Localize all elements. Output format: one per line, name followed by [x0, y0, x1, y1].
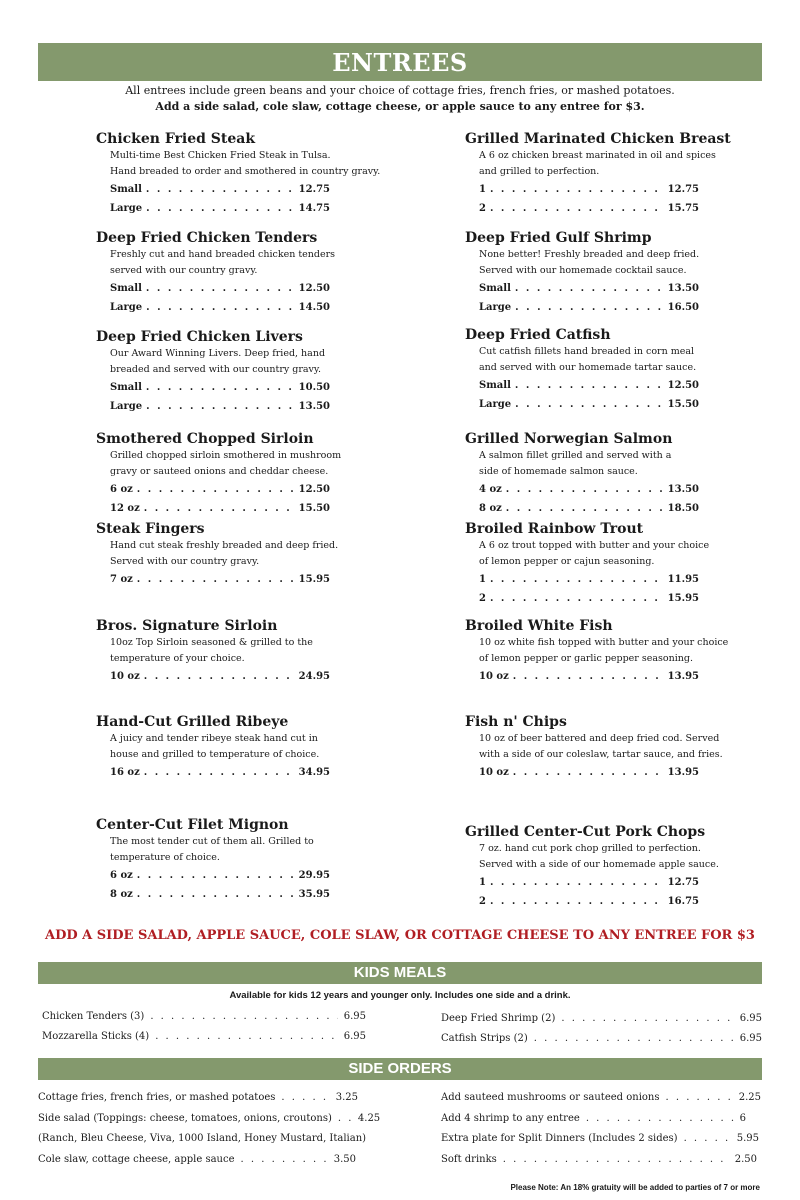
- side-item-name: Side salad (Toppings: cheese, tomatoes, onions, croutons): [38, 1113, 332, 1124]
- dot-leader: [490, 589, 664, 608]
- entree-description: Our Award Winning Livers. Deep fried, hand: [110, 348, 326, 359]
- entree-item: [96, 130, 380, 218]
- side-item: [441, 1092, 761, 1103]
- entree-item: [96, 816, 330, 904]
- dot-leader: [490, 570, 664, 589]
- entree-size: 12 oz: [110, 503, 140, 514]
- entree-size: 1: [479, 574, 486, 585]
- entree-item: [465, 130, 731, 218]
- kids-meals-banner: KIDS MEALS: [38, 962, 762, 984]
- entree-description: temperature of your choice.: [110, 653, 245, 664]
- entree-size: Small: [479, 283, 511, 294]
- entree-price: 14.50: [298, 302, 330, 313]
- entree-price-row: [110, 763, 330, 782]
- dot-leader: [506, 480, 664, 499]
- entrees-banner: ENTREES: [38, 43, 762, 81]
- dot-leader: [513, 763, 664, 782]
- entree-item: [465, 326, 699, 414]
- entree-size: 2: [479, 203, 486, 214]
- entree-price: 14.75: [298, 203, 330, 214]
- entree-size: Large: [110, 203, 143, 214]
- entree-price-row: [110, 866, 330, 885]
- entree-name: Deep Fried Chicken Tenders: [96, 230, 318, 246]
- entree-item: [465, 617, 728, 686]
- entree-price: 12.75: [667, 184, 699, 195]
- entree-price-row: [479, 298, 699, 317]
- entree-size: 7 oz: [110, 574, 133, 585]
- side-item: [38, 1113, 381, 1124]
- kids-item-price: 6.95: [739, 1013, 762, 1024]
- entree-item: [96, 430, 341, 518]
- dot-leader: [146, 279, 295, 298]
- kids-item: [42, 1031, 366, 1042]
- entree-price: 13.50: [298, 401, 330, 412]
- kids-item: [42, 1011, 366, 1022]
- entree-price: 12.75: [298, 184, 330, 195]
- entree-description: house and grilled to temperature of choice.: [110, 749, 320, 760]
- entree-price: 29.95: [298, 870, 330, 881]
- entree-size: 8 oz: [110, 889, 133, 900]
- entree-description: A juicy and tender ribeye steak hand cut in: [110, 733, 318, 744]
- gratuity-note: Please Note: An 18% gratuity will be added to parties of 7 or more: [510, 1183, 760, 1192]
- kids-item: [441, 1013, 762, 1024]
- dot-leader: [146, 298, 295, 317]
- entree-name: Bros. Signature Sirloin: [96, 618, 278, 634]
- entree-price: 13.50: [667, 484, 699, 495]
- side-item-name: Soft drinks: [441, 1154, 497, 1165]
- entree-price: 15.95: [667, 593, 699, 604]
- dot-leader: [137, 885, 295, 904]
- entree-name: Grilled Marinated Chicken Breast: [465, 131, 731, 147]
- side-item: [38, 1133, 367, 1144]
- kids-item-name: Deep Fried Shrimp (2): [441, 1013, 556, 1024]
- entree-price: 18.50: [667, 503, 699, 514]
- entree-description: temperature of choice.: [110, 852, 220, 863]
- entree-description: side of homemade salmon sauce.: [479, 466, 638, 477]
- entree-description: A 6 oz trout topped with butter and your choice: [479, 540, 710, 551]
- entree-description: Served with our country gravy.: [110, 556, 260, 567]
- entree-description: The most tender cut of them all. Grilled to: [110, 836, 314, 847]
- entree-description: Hand cut steak freshly breaded and deep fried.: [110, 540, 339, 551]
- entree-name: Deep Fried Catfish: [465, 327, 611, 343]
- entree-price-row: [479, 589, 699, 608]
- side-item: [38, 1092, 358, 1103]
- entree-description: breaded and served with our country gravy.: [110, 364, 322, 375]
- entree-description: served with our country gravy.: [110, 265, 258, 276]
- entree-size: 6 oz: [110, 870, 133, 881]
- entree-description: and served with our homemade tartar sauce.: [479, 362, 697, 373]
- entree-price-row: [110, 499, 330, 518]
- side-item-price: 3.50: [333, 1154, 356, 1165]
- dot-leader: [144, 763, 295, 782]
- entree-size: 10 oz: [110, 671, 140, 682]
- entree-size: Large: [479, 399, 512, 410]
- side-item-price: 5.95: [736, 1133, 759, 1144]
- entree-price: 15.50: [298, 503, 330, 514]
- entree-item: [465, 823, 719, 911]
- entree-size: 6 oz: [110, 484, 133, 495]
- entree-price: 15.95: [298, 574, 330, 585]
- entree-name: Broiled Rainbow Trout: [465, 521, 644, 537]
- dot-leader: [515, 395, 664, 414]
- entree-size: 8 oz: [479, 503, 502, 514]
- entree-price: 12.75: [667, 877, 699, 888]
- entree-size: Large: [479, 302, 512, 313]
- entree-size: Small: [110, 184, 142, 195]
- entree-price: 11.95: [667, 574, 699, 585]
- side-item-price: 2.25: [738, 1092, 761, 1103]
- kids-item: [441, 1033, 762, 1044]
- entree-price: 12.50: [298, 283, 330, 294]
- entree-description: Freshly cut and hand breaded chicken tenders: [110, 249, 336, 260]
- entree-description: Served with a side of our homemade apple sauce.: [479, 859, 719, 870]
- side-item: [441, 1113, 746, 1124]
- entree-price: 16.75: [667, 896, 699, 907]
- dot-leader: [146, 180, 295, 199]
- entree-size: 1: [479, 184, 486, 195]
- kids-item-price: 6.95: [739, 1033, 762, 1044]
- dot-leader: [146, 378, 295, 397]
- entree-item: [96, 328, 330, 416]
- entree-name: Deep Fried Chicken Livers: [96, 329, 303, 345]
- entree-price-row: [110, 667, 330, 686]
- dot-leader: [490, 199, 664, 218]
- entree-price: 13.50: [667, 283, 699, 294]
- entree-item: [465, 229, 699, 317]
- entree-size: 10 oz: [479, 767, 509, 778]
- entree-price-row: [479, 376, 699, 395]
- entree-price-row: [479, 763, 699, 782]
- entree-size: 16 oz: [110, 767, 140, 778]
- entree-item: [96, 617, 330, 686]
- side-item: [38, 1154, 356, 1165]
- entree-name: Hand-Cut Grilled Ribeye: [96, 714, 289, 730]
- dot-leader: [144, 499, 295, 518]
- entree-size: 4 oz: [479, 484, 502, 495]
- entree-price-row: [479, 499, 699, 518]
- entree-price-row: [110, 180, 330, 199]
- entrees-intro-bold: Add a side salad, cole slaw, cottage cheese, or apple sauce to any entree for $3.: [155, 100, 645, 113]
- entree-description: Served with our homemade cocktail sauce.: [479, 265, 687, 276]
- entree-description: A 6 oz chicken breast marinated in oil and spices: [479, 150, 716, 161]
- dot-leader: [515, 376, 664, 395]
- entree-price-row: [110, 298, 330, 317]
- kids-item-name: Chicken Tenders (3): [42, 1011, 145, 1022]
- dot-leader: [137, 480, 295, 499]
- entree-name: Chicken Fried Steak: [96, 131, 256, 147]
- entree-item: [96, 713, 330, 782]
- entree-description: gravy or sauteed onions and cheddar cheese.: [110, 466, 329, 477]
- entree-item: [465, 520, 709, 608]
- entree-name: Fish n' Chips: [465, 714, 567, 730]
- entree-size: Small: [479, 380, 511, 391]
- entree-price-row: [110, 570, 330, 589]
- dot-leader: [490, 180, 664, 199]
- side-item: [441, 1154, 757, 1165]
- entree-size: 1: [479, 877, 486, 888]
- dot-leader: [146, 397, 295, 416]
- side-item-name: Add sauteed mushrooms or sauteed onions: [441, 1092, 660, 1103]
- entree-price-row: [479, 395, 699, 414]
- entree-size: Small: [110, 382, 142, 393]
- entree-item: [96, 229, 335, 317]
- entree-price-row: [110, 199, 330, 218]
- dot-leader: [506, 499, 664, 518]
- entree-price-row: [110, 397, 330, 416]
- entree-price-row: [479, 199, 699, 218]
- entree-name: Grilled Center-Cut Pork Chops: [465, 824, 706, 840]
- entree-item: [465, 713, 723, 782]
- entree-description: of lemon pepper or cajun seasoning.: [479, 556, 655, 567]
- entree-name: Deep Fried Gulf Shrimp: [465, 230, 652, 246]
- dot-leader: [515, 298, 664, 317]
- entree-price: 15.75: [667, 203, 699, 214]
- entree-price-row: [110, 480, 330, 499]
- entree-description: 10oz Top Sirloin seasoned & grilled to the: [110, 637, 313, 648]
- dot-leader: [515, 279, 664, 298]
- dot-leader: [137, 866, 295, 885]
- entree-price: 35.95: [298, 889, 330, 900]
- entree-description: Cut catfish fillets hand breaded in corn meal: [479, 346, 695, 357]
- entree-description: and grilled to perfection.: [479, 166, 600, 177]
- entree-price: 13.95: [667, 767, 699, 778]
- kids-meals-note: Available for kids 12 years and younger only. Includes one side and a drink.: [229, 990, 571, 1001]
- entree-name: Smothered Chopped Sirloin: [96, 431, 314, 447]
- kids-item-name: Mozzarella Sticks (4): [42, 1031, 150, 1042]
- entree-price-row: [479, 892, 699, 911]
- entree-name: Broiled White Fish: [465, 618, 613, 634]
- entree-price: 16.50: [667, 302, 699, 313]
- dot-leader: [513, 667, 664, 686]
- entree-name: Steak Fingers: [96, 521, 205, 537]
- kids-item-name: Catfish Strips (2): [441, 1033, 528, 1044]
- entree-price-row: [110, 885, 330, 904]
- dot-leader: [490, 873, 664, 892]
- entree-size: Large: [110, 401, 143, 412]
- side-item-name: Cottage fries, french fries, or mashed potatoes: [38, 1092, 276, 1103]
- side-promo: ADD A SIDE SALAD, APPLE SAUCE, COLE SLAW, OR COTTAGE CHEESE TO ANY ENTREE FOR $3: [45, 928, 755, 943]
- entree-description: 10 oz white fish topped with butter and your choice: [479, 637, 729, 648]
- entree-item: [96, 520, 338, 589]
- kids-item-price: 6.95: [343, 1031, 366, 1042]
- entree-price-row: [479, 570, 699, 589]
- side-item-price: 6: [739, 1113, 746, 1124]
- entree-price-row: [479, 667, 699, 686]
- entree-price-row: [479, 873, 699, 892]
- entree-size: 10 oz: [479, 671, 509, 682]
- entree-description: of lemon pepper or garlic pepper seasoning.: [479, 653, 693, 664]
- entree-description: with a side of our coleslaw, tartar sauce, and fries.: [479, 749, 723, 760]
- entree-size: Small: [110, 283, 142, 294]
- entree-price: 10.50: [298, 382, 330, 393]
- side-item-name: Extra plate for Split Dinners (Includes 2 sides): [441, 1133, 678, 1144]
- entree-description: 10 oz of beer battered and deep fried cod. Served: [479, 733, 720, 744]
- entree-price: 13.95: [667, 671, 699, 682]
- side-item-price: 3.25: [335, 1092, 358, 1103]
- entree-description: None better! Freshly breaded and deep fried.: [479, 249, 700, 260]
- entree-description: Grilled chopped sirloin smothered in mushroom: [110, 450, 342, 461]
- entree-price-row: [110, 279, 330, 298]
- entree-name: Grilled Norwegian Salmon: [465, 431, 673, 447]
- kids-item-price: 6.95: [343, 1011, 366, 1022]
- entree-size: 2: [479, 593, 486, 604]
- side-item-price: 4.25: [357, 1113, 381, 1124]
- entree-price: 15.50: [667, 399, 699, 410]
- entree-size: Large: [110, 302, 143, 313]
- entree-price-row: [479, 480, 699, 499]
- entree-size: 2: [479, 896, 486, 907]
- entree-price: 34.95: [298, 767, 330, 778]
- entree-name: Center-Cut Filet Mignon: [96, 817, 289, 833]
- entree-price-row: [110, 378, 330, 397]
- side-item: [441, 1133, 759, 1144]
- entree-description: A salmon fillet grilled and served with a: [479, 450, 672, 461]
- entree-price: 12.50: [298, 484, 330, 495]
- entree-price-row: [479, 180, 699, 199]
- dot-leader: [146, 199, 295, 218]
- side-item-price: 2.50: [734, 1154, 757, 1165]
- side-item-name: (Ranch, Bleu Cheese, Viva, 1000 Island, Honey Mustard, Italian): [38, 1133, 367, 1144]
- entree-item: [465, 430, 699, 518]
- entree-price: 24.95: [298, 671, 330, 682]
- dot-leader: [144, 667, 295, 686]
- entree-description: 7 oz. hand cut pork chop grilled to perfection.: [479, 843, 701, 854]
- entree-description: Multi-time Best Chicken Fried Steak in Tulsa.: [110, 150, 331, 161]
- entrees-intro: All entrees include green beans and your choice of cottage fries, french fries, or mashed potatoes.: [125, 84, 675, 97]
- side-orders-banner: SIDE ORDERS: [38, 1058, 762, 1080]
- entree-price-row: [479, 279, 699, 298]
- entree-price: 12.50: [667, 380, 699, 391]
- dot-leader: [490, 892, 664, 911]
- entree-description: Hand breaded to order and smothered in country gravy.: [110, 166, 381, 177]
- dot-leader: [137, 570, 295, 589]
- side-item-name: Cole slaw, cottage cheese, apple sauce: [38, 1154, 235, 1165]
- side-item-name: Add 4 shrimp to any entree: [441, 1113, 580, 1124]
